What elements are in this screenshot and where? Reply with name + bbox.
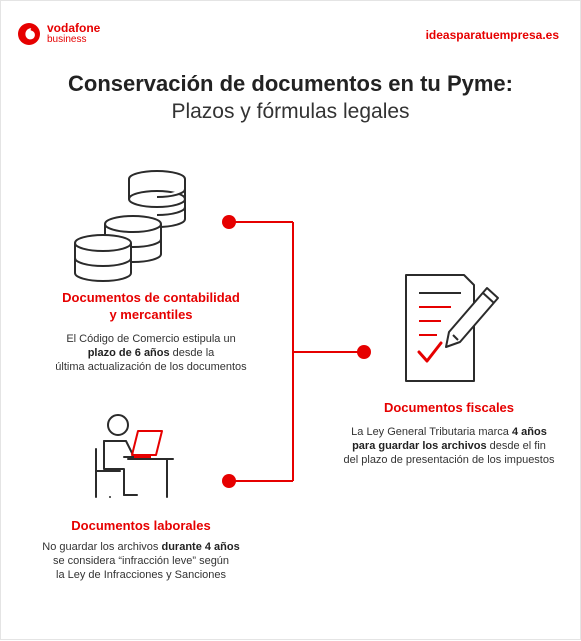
contabilidad-body-line1: El Código de Comercio estipula un (66, 333, 236, 345)
fiscales-body-bold2: para guardar los archivos (352, 440, 487, 452)
laborales-body (11, 540, 271, 582)
connector-dot-right (357, 345, 371, 359)
fiscales-body-line1 (319, 425, 579, 439)
contabilidad-title (21, 289, 281, 323)
fiscales-body (319, 425, 579, 467)
laborales-title: Documentos laborales (71, 518, 211, 533)
fiscales-body-bold1: 4 años (511, 426, 547, 438)
contabilidad-body-bold: plazo de 6 años (87, 347, 170, 359)
laborales-body-line3: la Ley de Infracciones y Sanciones (56, 569, 226, 581)
fiscales-title: Documentos fiscales (383, 400, 515, 415)
connector-dot-top (222, 215, 236, 229)
contabilidad-title-line2: y mercantiles (109, 307, 193, 322)
contabilidad-body-line2 (21, 346, 281, 360)
contabilidad-body-post: desde la (169, 347, 215, 359)
page-subtitle: Plazos y fórmulas legales (171, 100, 410, 123)
connector-dot-bottom (222, 474, 236, 488)
fiscales-body-line2 (319, 439, 579, 453)
brand-sub: business (47, 34, 87, 45)
laborales-body-bold: durante 4 años (161, 541, 240, 553)
page-title: Conservación de documentos en tu Pyme: (68, 71, 513, 96)
fiscales-body-post: desde el fin (486, 440, 546, 452)
database-stack-icon (75, 171, 185, 281)
laborales-body-line2: se considera “infracción leve” según (52, 555, 230, 567)
document-pen-icon (406, 275, 498, 381)
contabilidad-body-line3: última actualización de los documentos (55, 361, 247, 373)
fiscales-body-line3: del plazo de presentación de los impuestos (343, 454, 555, 466)
brand-name: vodafone (47, 21, 101, 35)
fiscales-body-pre: La Ley General Tributaria marca (351, 426, 512, 438)
laborales-body-pre: No guardar los archivos (42, 541, 162, 553)
laborales-body-line1 (11, 540, 271, 554)
contabilidad-title-line1: Documentos de contabilidad (62, 290, 240, 305)
contabilidad-body (21, 332, 281, 374)
laptop-icon (132, 431, 162, 457)
site-link[interactable]: ideasparatuempresa.es (425, 28, 559, 42)
